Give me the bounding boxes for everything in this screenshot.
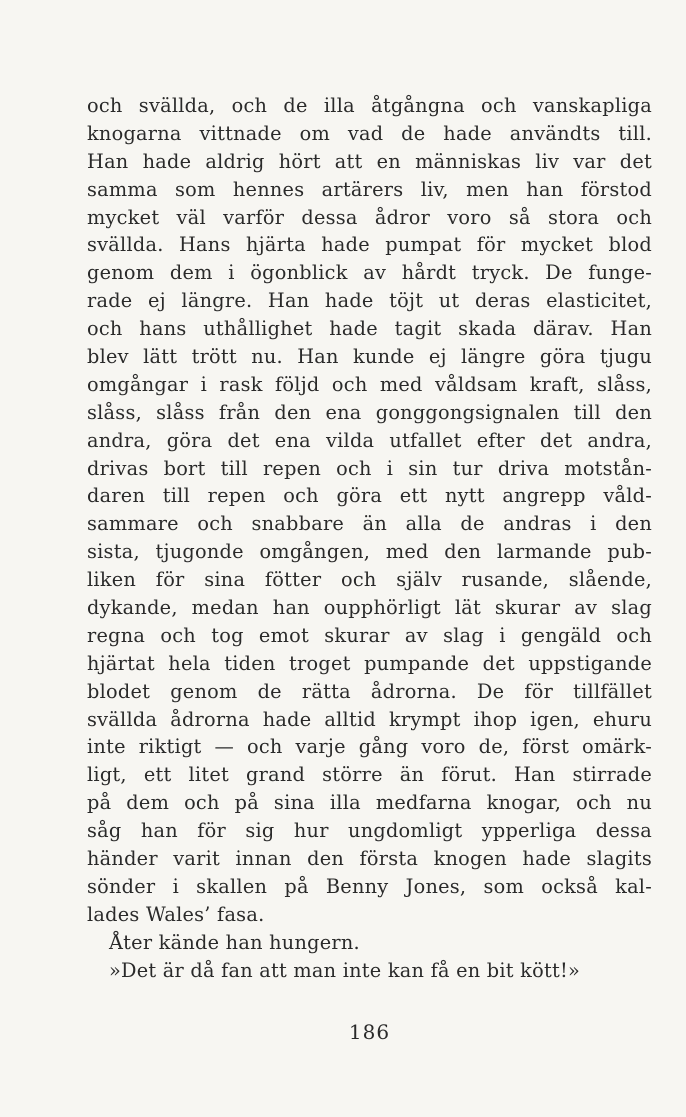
text-line: inte riktigt — och varje gång voro de, först omärk- bbox=[87, 735, 652, 759]
text-line: och hans uthållighet hade tagit skada därav. Han bbox=[87, 317, 652, 341]
text-line: drivas bort till repen och i sin tur driva motstån- bbox=[87, 456, 652, 480]
text-line: blev lätt trött nu. Han kunde ej längre göra tjugu bbox=[87, 345, 652, 369]
text-line: liken för sina fötter och själv rusande, slående, bbox=[87, 568, 652, 592]
text-line: slåss, slåss från den ena gonggongsignalen till den bbox=[87, 400, 652, 424]
text-line: sönder i skallen på Benny Jones, som också kal- bbox=[87, 874, 652, 898]
text-line: regna och tog emot skurar av slag i gengäld och bbox=[87, 623, 652, 647]
text-line: sammare och snabbare än alla de andras i den bbox=[87, 512, 652, 536]
text-line: Åter kände han hungern. bbox=[109, 930, 360, 954]
text-line: ligt, ett litet grand större än förut. Han stirrade bbox=[87, 763, 652, 787]
text-line: Han hade aldrig hört att en människas liv var det bbox=[87, 149, 652, 173]
text-line: samma som hennes artärers liv, men han förstod bbox=[87, 177, 652, 201]
text-line: svällda ådrorna hade alltid krympt ihop igen, ehuru bbox=[87, 707, 652, 731]
text-line: genom dem i ögonblick av hårdt tryck. De funge- bbox=[87, 261, 652, 285]
text-line: dykande, medan han oupphörligt lät skurar av slag bbox=[87, 596, 652, 620]
text-line: såg han för sig hur ungdomligt ypperliga dessa bbox=[87, 819, 652, 843]
text-line: andra, göra det ena vilda utfallet efter det andra, bbox=[87, 428, 652, 452]
text-line: sista, tjugonde omgången, med den larmande pub- bbox=[87, 540, 652, 564]
text-line: knogarna vittnade om vad de hade användts till. bbox=[87, 121, 652, 145]
text-line: rade ej längre. Han hade töjt ut deras elasticitet, bbox=[87, 289, 652, 313]
text-line: mycket väl varför dessa ådror voro så stora och bbox=[87, 205, 652, 229]
text-line: och svällda, och de illa åtgångna och vanskapliga bbox=[87, 94, 652, 117]
page-body-text bbox=[87, 92, 652, 985]
text-line: omgångar i rask följd och med våldsam kraft, slåss, bbox=[87, 372, 652, 396]
book-page bbox=[87, 92, 652, 1092]
text-line: svällda. Hans hjärta hade pumpat för mycket blod bbox=[87, 233, 652, 257]
text-line: »Det är då fan att man inte kan få en bit kött!» bbox=[109, 958, 581, 982]
text-line: blodet genom de rätta ådrorna. De för tillfället bbox=[87, 679, 652, 703]
page-number: 186 bbox=[348, 1020, 391, 1044]
text-line: hjärtat hela tiden troget pumpande det uppstigande bbox=[87, 651, 652, 675]
text-line: händer varit innan den första knogen hade slagits bbox=[87, 847, 652, 871]
text-line: daren till repen och göra ett nytt angrepp våld- bbox=[87, 484, 652, 508]
text-line: på dem och på sina illa medfarna knogar, och nu bbox=[87, 791, 652, 815]
text-line: lades Wales’ fasa. bbox=[87, 902, 265, 926]
